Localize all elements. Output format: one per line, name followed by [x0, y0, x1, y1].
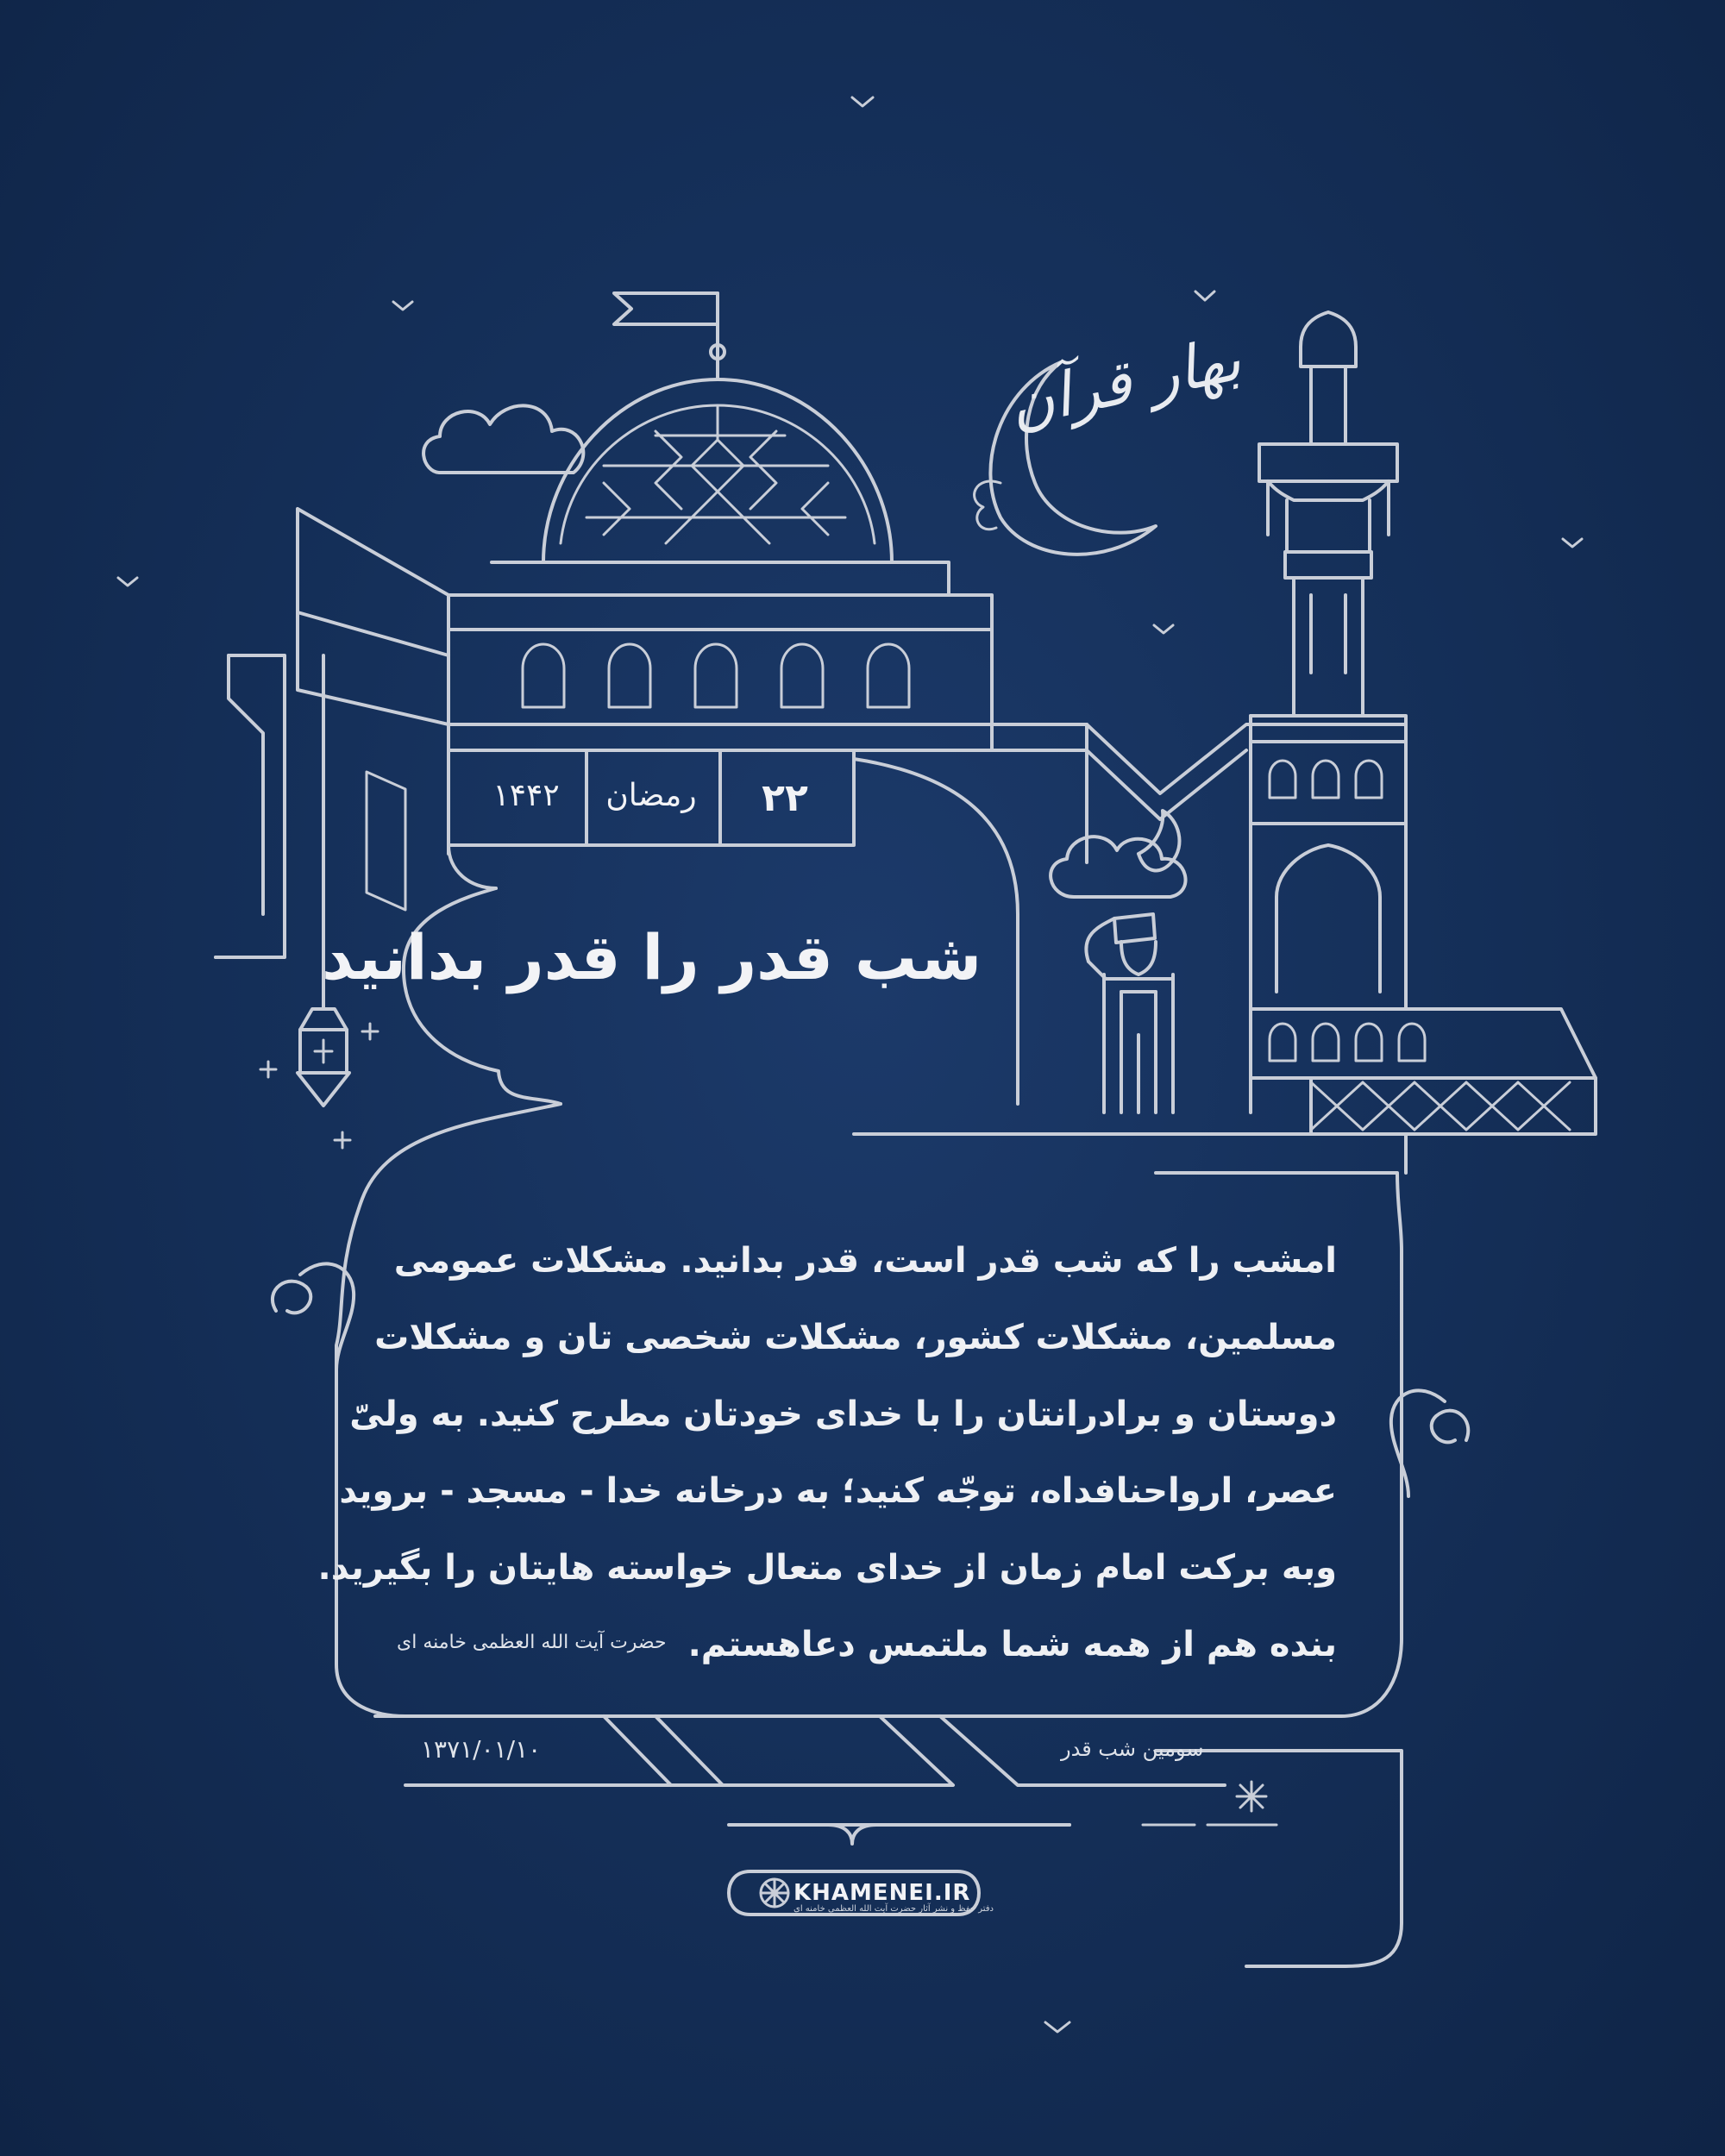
- poster-title: شب قدر را قدر بدانید: [321, 921, 982, 993]
- night-label: سومین شب قدر: [1061, 1737, 1204, 1761]
- quote-line: وبه برکت امام زمان از خدای متعال خواسته هایتان را بگیرید.: [317, 1548, 1337, 1588]
- quote-line: دوستان و برادرانتان را با خدای خودتان مطرح کنید. به ولیّ: [349, 1395, 1337, 1434]
- site-subtitle: دفتر حفظ و نشر آثار حضرت آیت الله العظمی خامنه ای: [794, 1904, 994, 1914]
- bird-icons: [118, 97, 1582, 2032]
- site-logo-icon: [761, 1879, 788, 1907]
- dome: [492, 293, 949, 595]
- quote-line: بنده هم از همه شما ملتمس دعاهستم.: [687, 1625, 1337, 1664]
- speech-date: ۱۳۷۱/۰۱/۱۰: [421, 1735, 542, 1764]
- minaret: [1251, 312, 1596, 1173]
- lantern-icon: [260, 992, 378, 1148]
- site-name[interactable]: KHAMENEI.IR: [794, 1880, 971, 1906]
- quote-author: حضرت آیت الله العظمی خامنه ای: [397, 1632, 667, 1653]
- logo-text: بهار قرآن: [1002, 323, 1247, 442]
- date-day: ۲۲: [762, 776, 808, 820]
- quote-body: [317, 1223, 1337, 1683]
- cloud-left: [423, 405, 583, 473]
- mosque-building: [216, 509, 1406, 1148]
- quote-line: عصر، ارواحنافداه، توجّه کنید؛ به درخانه خدا - مسجد - بروید: [339, 1471, 1337, 1511]
- quote-line: مسلمین، مشکلات کشور، مشکلات شخصی تان و مشکلات: [374, 1318, 1337, 1357]
- date-month: رمضان: [605, 778, 697, 813]
- quote-line: امشب را که شب قدر است، قدر بدانید. مشکلات عمومی: [393, 1241, 1337, 1281]
- date-year: ۱۴۴۲: [492, 778, 560, 813]
- man-with-quran-figure: [1051, 811, 1185, 1112]
